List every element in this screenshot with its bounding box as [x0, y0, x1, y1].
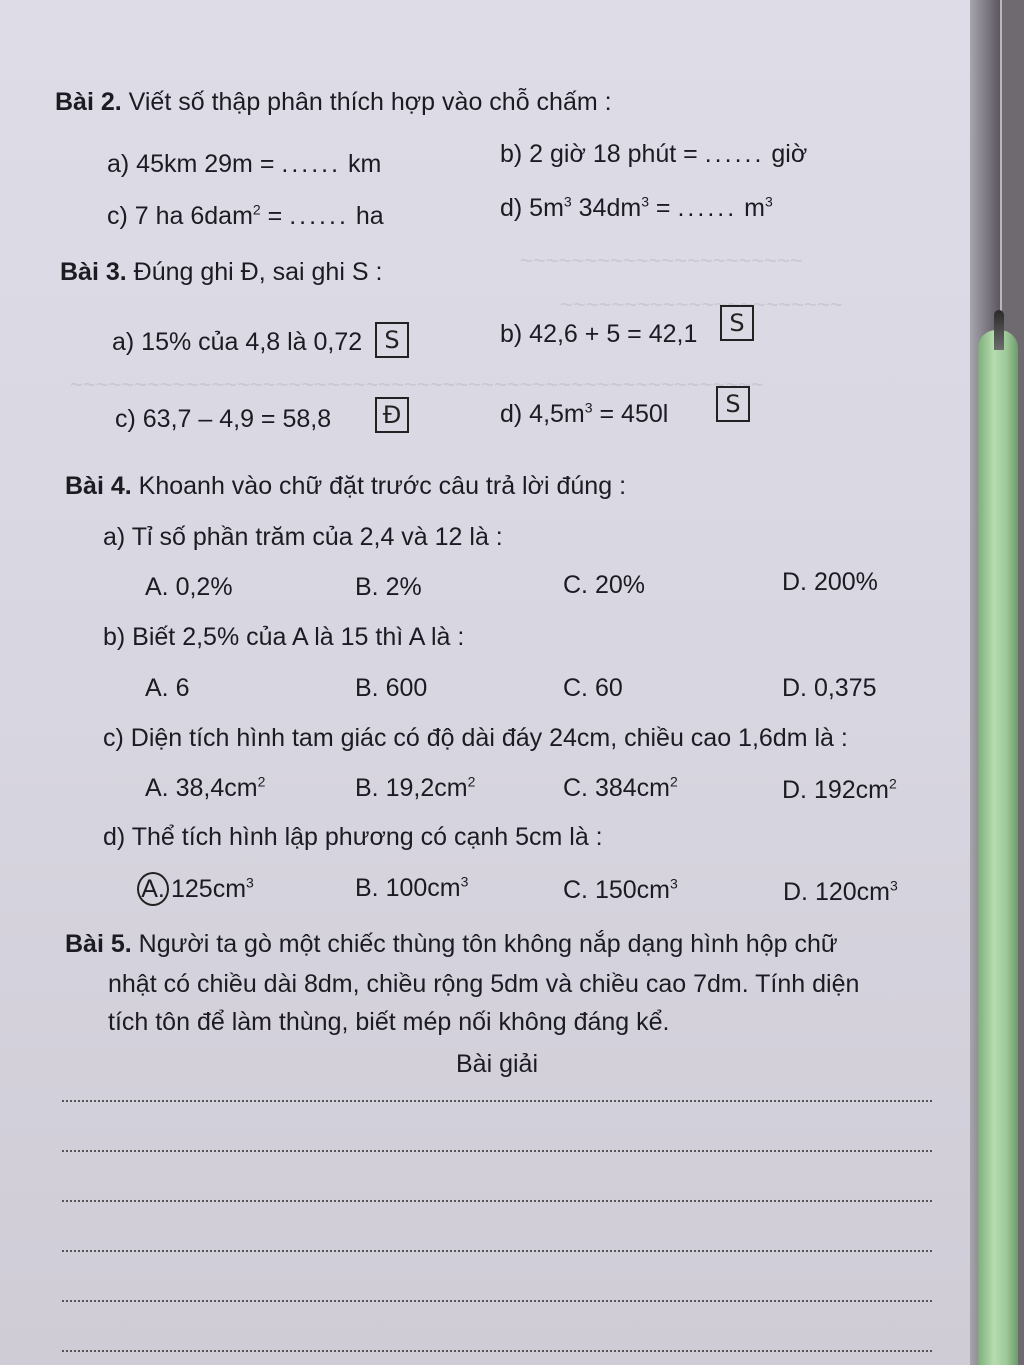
bai4-question-c: c) Diện tích hình tam giác có độ dài đáy 24cm, chiều cao 1,6dm là :	[103, 724, 848, 752]
option-a[interactable]: A. 6	[145, 674, 190, 702]
bleed-through-text: ~~~~~~~~~~~~~~~~~~~~~~	[520, 248, 803, 273]
exponent: 3	[889, 877, 898, 894]
bai5-line2: nhật có chiều dài 8dm, chiều rộng 5dm và chiều cao 7dm. Tính diện	[108, 970, 860, 998]
exponent: 3	[641, 193, 649, 210]
exponent: 2	[252, 201, 261, 218]
exponent: 3	[563, 193, 572, 210]
bai2-b-expr: b) 2 giờ 18 phút =	[500, 140, 698, 168]
bai2-c-unit: ha	[355, 202, 384, 230]
bai2-b	[500, 140, 807, 169]
green-pen	[978, 330, 1018, 1365]
option-text: D. 192cm	[782, 776, 889, 804]
bai2-a	[107, 150, 381, 179]
handwritten-mark-box[interactable]: S	[720, 305, 754, 341]
option-c[interactable]	[563, 774, 678, 803]
option-a[interactable]: A. 0,2%	[145, 573, 233, 601]
bai3-d	[500, 400, 668, 429]
bai3-d-expr-part: = 450l	[592, 400, 669, 428]
bai4-heading	[65, 472, 626, 501]
option-text: C. 384cm	[563, 774, 670, 802]
exponent: 3	[764, 193, 773, 210]
exponent: 2	[669, 773, 678, 790]
bai3-c: c) 63,7 – 4,9 = 58,8	[115, 405, 332, 433]
bai2-b-unit: giờ	[771, 140, 808, 168]
bai2-c	[107, 202, 384, 231]
option-a[interactable]	[145, 774, 265, 803]
option-b[interactable]: B. 600	[355, 674, 428, 702]
option-text: D. 120cm	[783, 878, 890, 906]
bai4-label: Bài 4.	[65, 472, 132, 500]
option-text: C. 150cm	[563, 876, 670, 904]
bai3-label: Bài 3.	[60, 258, 127, 286]
option-d[interactable]: D. 200%	[782, 568, 878, 596]
answer-blank[interactable]: ......	[281, 150, 342, 178]
handwritten-mark-box[interactable]: S	[375, 322, 409, 358]
solution-heading: Bài giải	[456, 1050, 538, 1078]
circled-answer-mark: A.	[137, 872, 169, 906]
exponent: 3	[246, 874, 254, 891]
option-c[interactable]: C. 60	[563, 674, 623, 702]
bai2-heading	[55, 88, 612, 117]
handwritten-mark-box[interactable]: S	[716, 386, 750, 422]
answer-blank[interactable]: ......	[289, 202, 349, 230]
bai2-d-unit: m	[744, 194, 765, 222]
option-d[interactable]	[782, 776, 897, 805]
answer-line[interactable]	[62, 1300, 932, 1302]
option-d[interactable]: D. 0,375	[782, 674, 877, 702]
bai5-line1: Người ta gò một chiếc thùng tôn không nắp dạng hình hộp chữ	[138, 930, 838, 958]
exponent: 2	[257, 773, 266, 790]
bai2-d	[500, 194, 773, 223]
bai2-a-unit: km	[348, 150, 382, 178]
answer-blank[interactable]: ......	[704, 140, 765, 168]
bai3-title: Đúng ghi Đ, sai ghi S :	[133, 258, 383, 286]
bai4-question-b: b) Biết 2,5% của A là 15 thì A là :	[103, 623, 465, 651]
bai2-c-expr: c) 7 ha 6dam	[107, 202, 253, 230]
exponent: 3	[584, 399, 593, 416]
equals-sign: =	[648, 194, 671, 222]
answer-line[interactable]	[62, 1350, 932, 1352]
option-b[interactable]	[355, 774, 475, 803]
bai2-d-expr-part: 34dm	[571, 194, 642, 222]
bai2-label: Bài 2.	[55, 88, 122, 116]
option-d[interactable]	[783, 878, 898, 907]
option-a-selected[interactable]	[137, 872, 254, 906]
option-text: B. 100cm	[355, 874, 461, 902]
option-b[interactable]	[355, 874, 468, 903]
bai2-a-expr: a) 45km 29m =	[107, 150, 275, 178]
bai3-heading	[60, 258, 382, 287]
bai2-title: Viết số thập phân thích hợp vào chỗ chấm :	[128, 88, 612, 116]
exponent: 3	[460, 873, 469, 890]
exponent: 2	[888, 775, 897, 792]
option-c[interactable]: C. 20%	[563, 571, 645, 599]
bai3-a: a) 15% của 4,8 là 0,72	[112, 328, 363, 356]
bai4-question-a: a) Tỉ số phần trăm của 2,4 và 12 là :	[103, 523, 503, 551]
option-b[interactable]: B. 2%	[355, 573, 422, 601]
bai3-d-expr: d) 4,5m	[500, 400, 585, 428]
option-text: 125cm	[171, 875, 247, 903]
equals-sign: =	[260, 202, 283, 230]
bai2-d-expr: d) 5m	[500, 194, 564, 222]
bai4-question-d: d) Thể tích hình lập phương có cạnh 5cm là :	[103, 823, 603, 851]
bai5-heading	[65, 930, 838, 959]
bai5-line3: tích tôn để làm thùng, biết mép nối không đáng kể.	[108, 1008, 670, 1036]
bleed-through-text: ~~~~~~~~~~~~~~~~~~~~~~	[560, 292, 843, 317]
bai5-label: Bài 5.	[65, 930, 132, 958]
option-text: A. 38,4cm	[145, 774, 258, 802]
answer-line[interactable]	[62, 1250, 932, 1252]
answer-line[interactable]	[62, 1150, 932, 1152]
answer-blank[interactable]: ......	[677, 194, 738, 222]
pen-tip	[994, 310, 1004, 350]
exponent: 3	[669, 875, 678, 892]
answer-line[interactable]	[62, 1200, 932, 1202]
bleed-through-text: ~~~~~~~~~~~~~~~~~~~~~~~~~~~~~~~~~~~~~~~~~~~~~~~~~~~~~~	[70, 372, 764, 397]
answer-line[interactable]	[62, 1100, 932, 1102]
option-text: B. 19,2cm	[355, 774, 468, 802]
exponent: 2	[467, 773, 476, 790]
handwritten-mark-box[interactable]: Đ	[375, 397, 409, 433]
bai4-title: Khoanh vào chữ đặt trước câu trả lời đúng :	[138, 472, 627, 500]
bai3-b: b) 42,6 + 5 = 42,1	[500, 320, 698, 348]
option-c[interactable]	[563, 876, 678, 905]
